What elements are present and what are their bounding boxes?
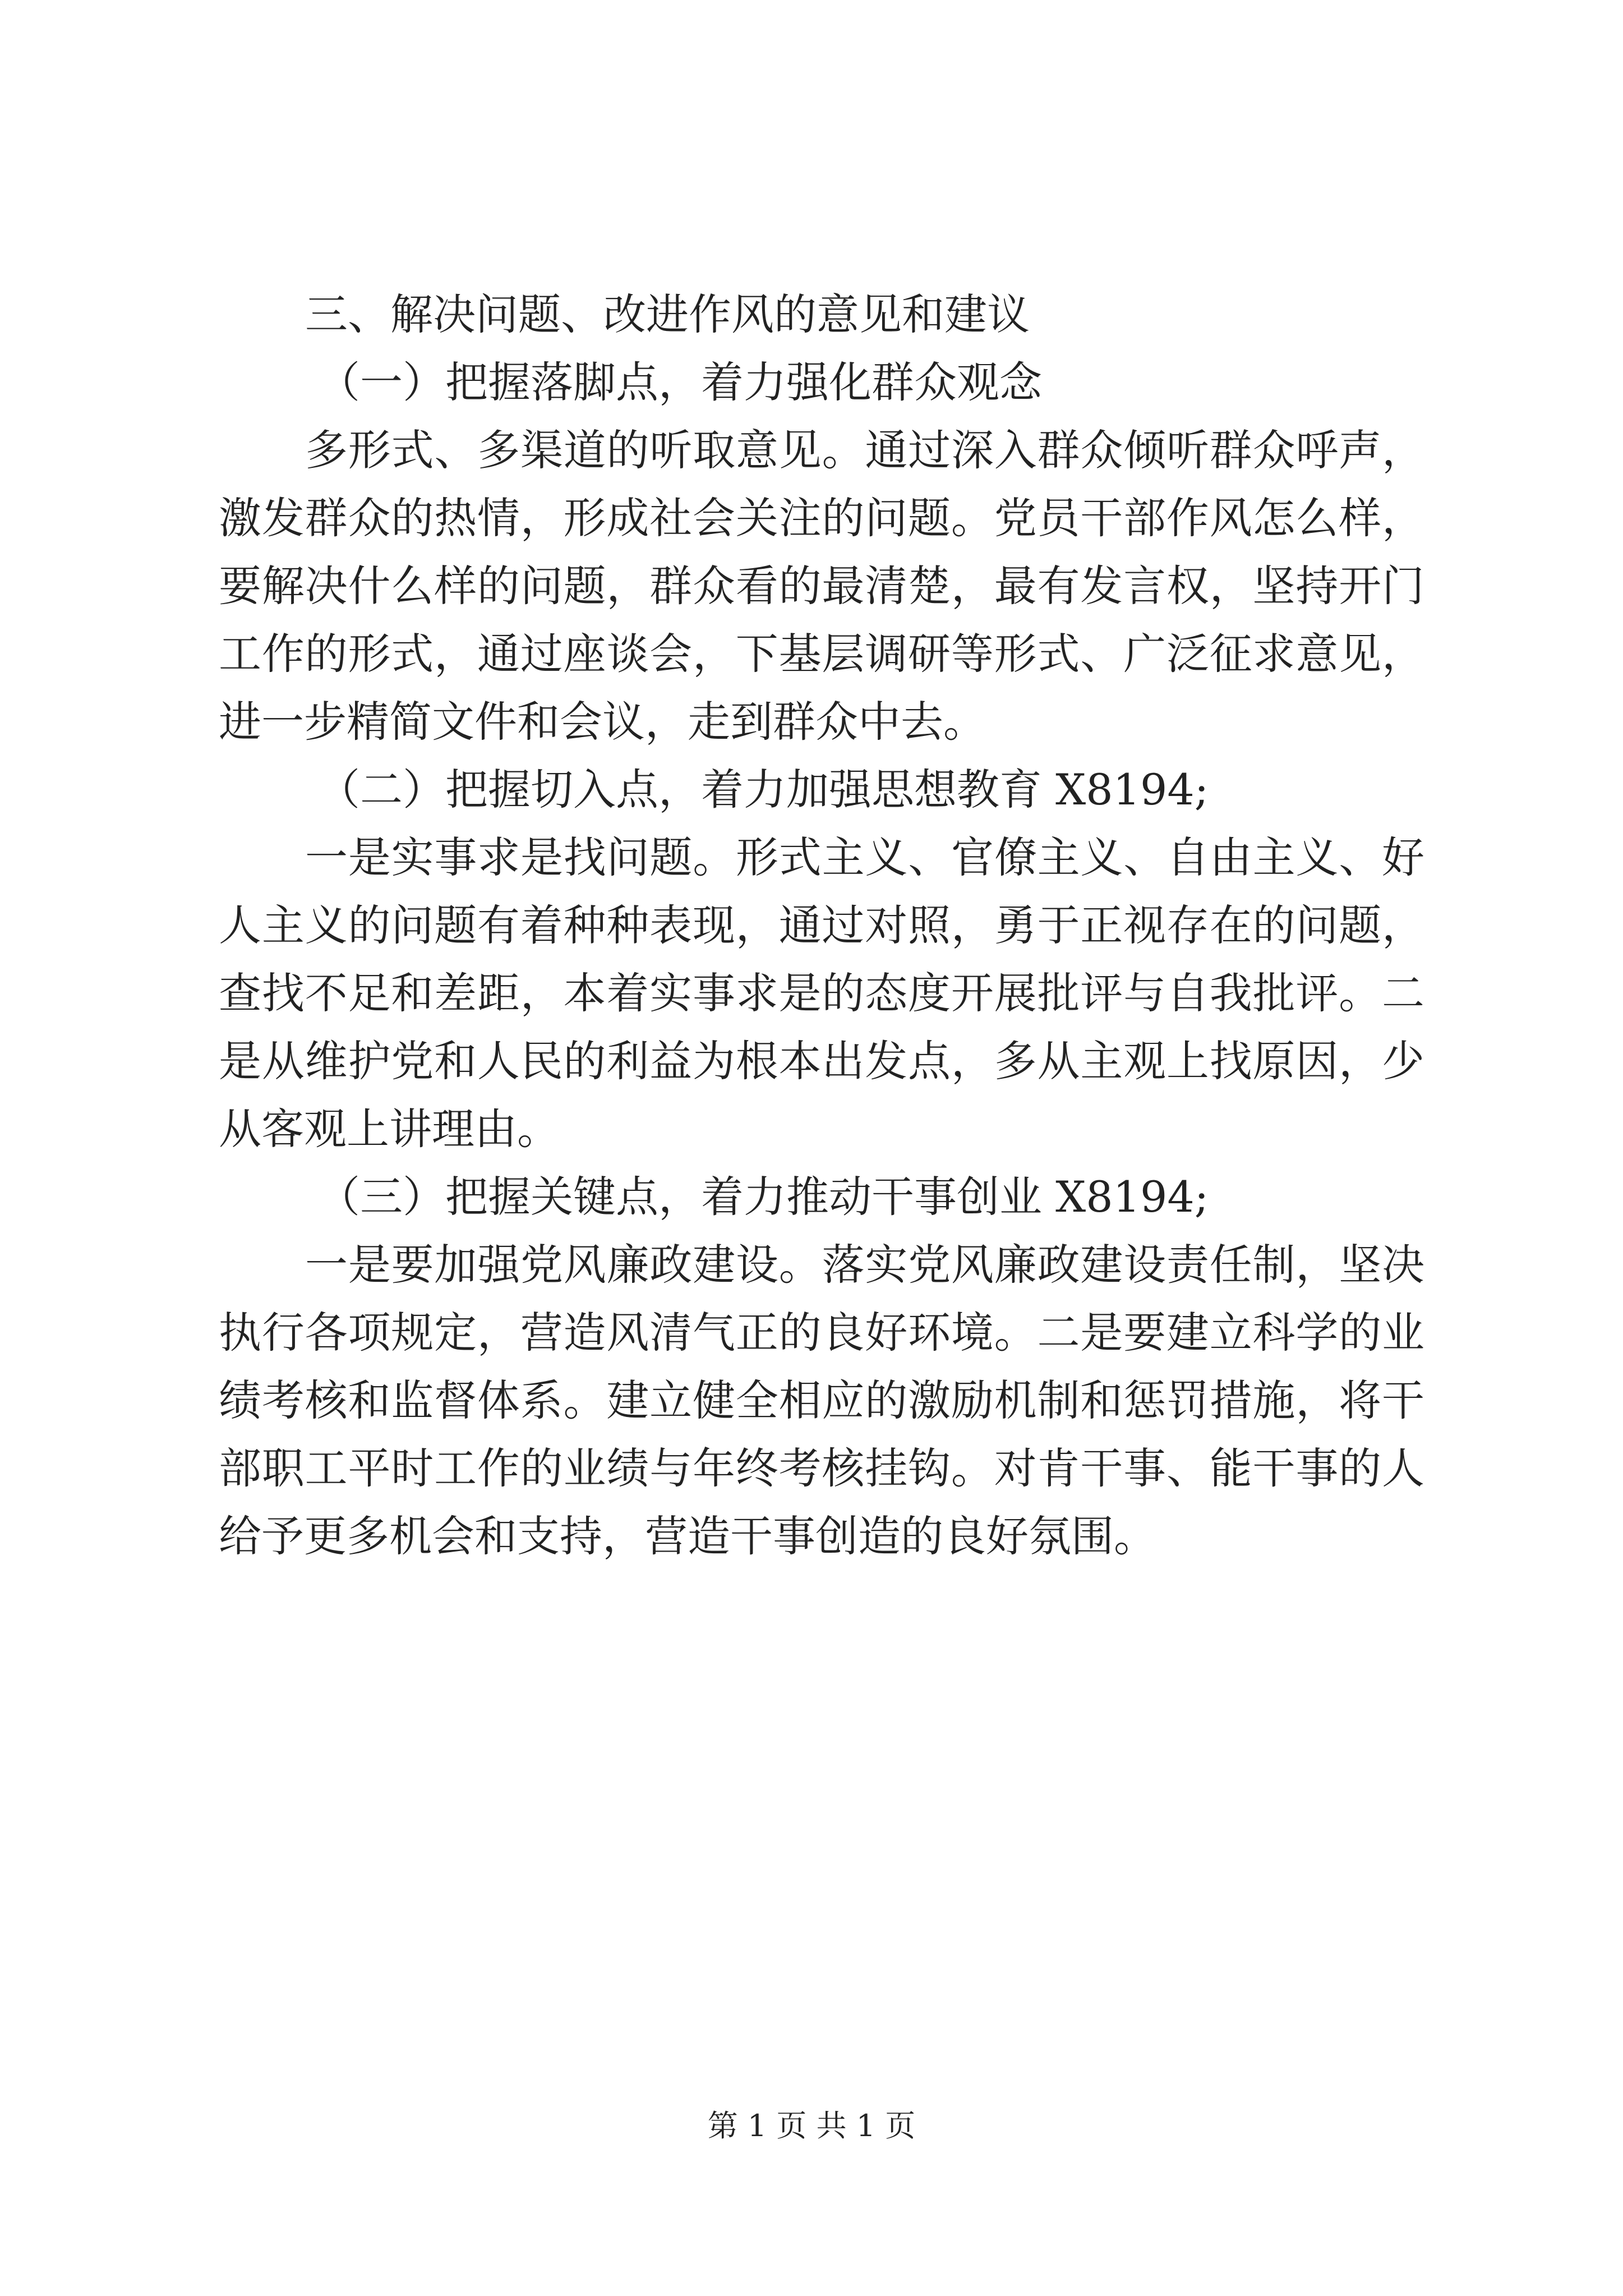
document-body xyxy=(219,280,1424,1570)
subsection-title-1: （一）把握落脚点，着力强化群众观念 xyxy=(317,357,1042,407)
subsection-title-3: （三）把握关键点，着力推动干事创业 X8194; xyxy=(317,1172,1209,1222)
subsection-title-2: （二）把握切入点，着力加强思想教育 X8194; xyxy=(317,765,1209,815)
paragraph-1: 多形式、多渠道的听取意见。通过深入群众倾听群众呼声，激发群众的热情，形成社会关注的问题。党员干部作风怎么样，要解决什么样的问题，群众看的最清楚，最有发言权，坚持开门工作的形式，通过座谈会，下基层调研等形式、广泛征求意见，进一步精简文件和会议，走到群众中去。 xyxy=(219,425,1424,747)
paragraph-3: 一是要加强党风廉政建设。落实党风廉政建设责任制，坚决执行各项规定，营造风清气正的良好环境。二是要建立科学的业绩考核和监督体系。建立健全相应的激励机制和惩罚措施，将干部职工平时工作的业绩与年终考核挂钩。对肯干事、能干事的人给予更多机会和支持，营造干事创造的良好氛围。 xyxy=(219,1240,1424,1561)
page-footer: 第 1 页 共 1 页 xyxy=(707,2108,916,2143)
section-heading: 三、解决问题、改进作风的意见和建议 xyxy=(305,289,1030,339)
paragraph-2: 一是实事求是找问题。形式主义、官僚主义、自由主义、好人主义的问题有着种种表现，通过对照，勇于正视存在的问题，查找不足和差距，本着实事求是的态度开展批评与自我批评。二是从维护党和人民的利益为根本出发点，多从主观上找原因，少从客观上讲理由。 xyxy=(219,832,1424,1154)
